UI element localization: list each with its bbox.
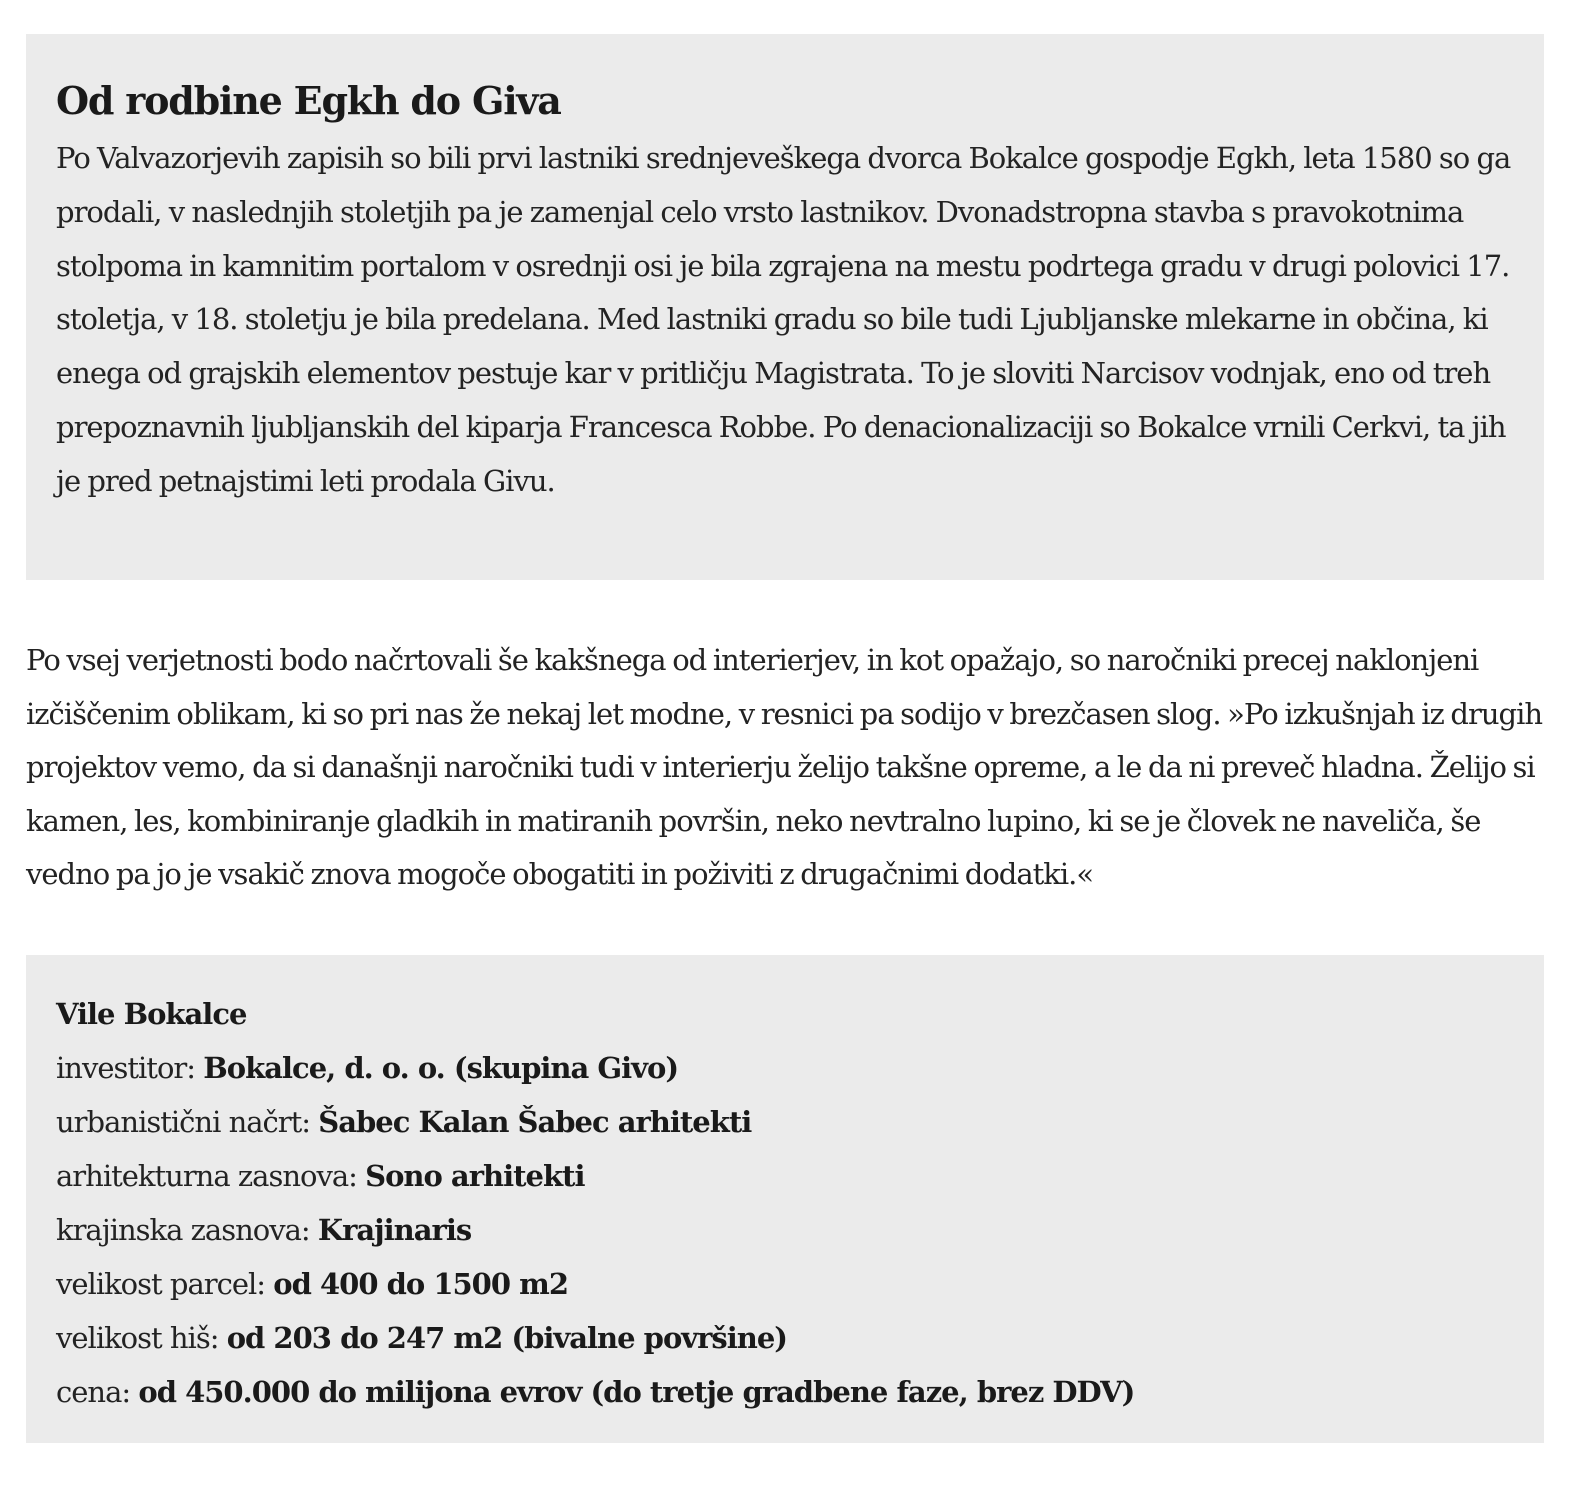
fact-architecture [56,1149,1514,1203]
fact-plot-size [56,1257,1514,1311]
fact-label: cena: [56,1375,139,1409]
fact-label: velikost parcel: [56,1267,274,1301]
fact-label: velikost hiš: [56,1321,227,1355]
fact-label: urbanistični načrt: [56,1105,319,1139]
fact-value: Šabec Kalan Šabec arhitekti [318,1105,752,1139]
fact-value: od 450.000 do milijona evrov (do tretje gradbene faze, brez DDV) [138,1375,1135,1409]
project-facts-box [26,955,1544,1443]
history-infobox [26,34,1544,580]
fact-value: Bokalce, d. o. o. (skupina Givo) [203,1051,679,1085]
fact-value: od 203 do 247 m2 (bivalne površine) [226,1321,788,1355]
fact-value: Sono arhitekti [365,1159,585,1193]
fact-landscape [56,1203,1514,1257]
article-paragraph: Po vsej verjetnosti bodo načrtovali še kakšnega od interierjev, in kot opažajo, so naročniki precej naklonjeni izčiščenim oblikam, ki so pri nas že nekaj let modne, v resnici pa sodijo v brezčasen slog. »Po izkušnjah iz drugih projektov vemo, da si današnji naročniki tudi v interierju želijo takšne opreme, a le da ni preveč hladna. Želijo si kamen, les, kombiniranje gladkih in matiranih površin, neko nevtralno lupino, ki se je človek ne naveliča, še vedno pa jo je vsakič znova mogoče obogatiti in poživiti z drugačnimi dodatki.« [26,643,1543,891]
fact-house-size [56,1311,1514,1365]
infobox-title: Od rodbine Egkh do Giva [56,78,561,123]
fact-label: investitor: [56,1051,204,1085]
facts-title: Vile Bokalce [56,997,247,1031]
fact-urban-plan [56,1095,1514,1149]
fact-price [56,1365,1514,1419]
fact-value: Krajinaris [317,1213,472,1247]
fact-label: arhitekturna zasnova: [56,1159,366,1193]
fact-label: krajinska zasnova: [56,1213,318,1247]
fact-investor [56,1041,1514,1095]
fact-value: od 400 do 1500 m2 [273,1267,569,1301]
infobox-text: Po Valvazorjevih zapisih so bili prvi lastniki srednjeveškega dvorca Bokalce gospodje Egkh, leta 1580 so ga prodali, v naslednjih stoletjih pa je zamenjal celo vrsto lastnikov. Dvonadstropna stavba s pravokotnima stolpoma in kamnitim portalom v osrednji osi je bila zgrajena na mestu podrtega gradu v drugi polovici 17. stoletja, v 18. stoletju je bila predelana. Med lastniki gradu so bile tudi Ljubljanske mlekarne in občina, ki enega od grajskih elementov pestuje kar v pritličju Magistrata. To je sloviti Narcisov vodnjak, eno od treh prepoznavnih ljubljanskih del kiparja Francesca Robbe. Po denacionalizaciji so Bokalce vrnili Cerkvi, ta jih je pred petnajstimi leti prodala Givu. [56,141,1511,498]
